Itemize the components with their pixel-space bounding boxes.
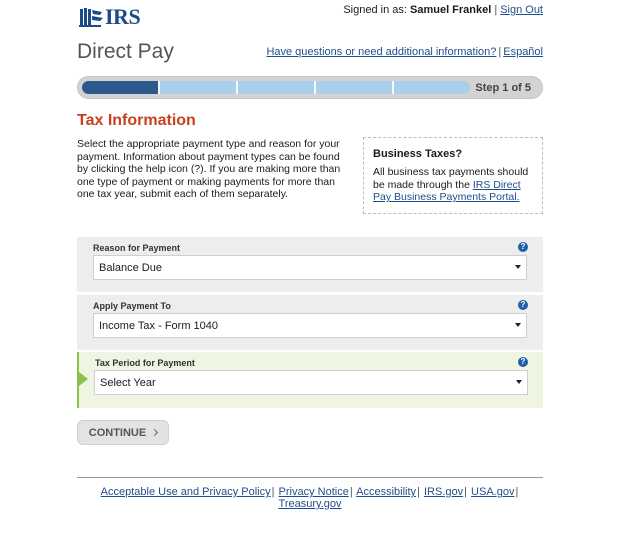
dropdown-caret-icon — [516, 380, 522, 384]
active-field-arrow-icon — [79, 372, 88, 386]
eagle-icon — [78, 6, 104, 28]
help-links: Have questions or need additional information? | Español — [266, 46, 543, 58]
tax-period-label: Tax Period for Payment — [95, 358, 195, 368]
apply-payment-to-label: Apply Payment To — [93, 301, 171, 311]
footer-separator: | — [271, 486, 275, 498]
footer-separator: | — [515, 486, 519, 498]
apply-payment-to-field — [77, 295, 543, 350]
business-portal-link[interactable]: IRS Direct Pay Business Payments Portal. — [373, 178, 521, 203]
business-taxes-text: All business tax payments should be made through the — [373, 166, 529, 191]
intro-text: Select the appropriate payment type and reason for your payment. Information about payment types can be found by clicking the help icon (?). If you are making more than one type of payment or making payments for more than one tax year, submit each of them separately. — [77, 138, 341, 200]
footer-separator: | — [417, 486, 420, 498]
progress-segment — [316, 81, 394, 94]
footer-divider — [77, 477, 543, 478]
section-title: Tax Information — [77, 112, 196, 129]
continue-button[interactable] — [77, 420, 169, 445]
footer-link-privacy-notice[interactable]: Privacy Notice — [278, 486, 349, 498]
sign-out-link[interactable]: Sign Out — [500, 4, 543, 16]
tax-period-field — [77, 352, 543, 408]
dropdown-caret-icon — [515, 265, 521, 269]
help-icon[interactable]: ? — [518, 242, 528, 252]
apply-payment-to-value: Income Tax - Form 1040 — [99, 320, 219, 332]
logo-text: IRS — [105, 4, 141, 29]
progress-track — [82, 81, 470, 94]
business-taxes-title: Business Taxes? — [373, 148, 463, 160]
footer-separator: | — [464, 486, 467, 498]
business-taxes-body — [373, 166, 533, 204]
espanol-link[interactable]: Español — [503, 46, 543, 58]
apply-payment-to-select[interactable] — [93, 313, 527, 338]
help-info-link[interactable]: Have questions or need additional information? — [266, 46, 497, 58]
reason-for-payment-select[interactable] — [93, 255, 527, 280]
continue-label: CONTINUE — [88, 426, 147, 439]
tax-period-value: Select Year — [100, 377, 156, 389]
footer-link-usa-gov[interactable]: USA.gov — [471, 486, 515, 498]
dropdown-caret-icon — [515, 323, 521, 327]
signed-in-label: Signed in as: — [343, 4, 407, 16]
footer-link-irs-gov[interactable]: IRS.gov — [423, 486, 464, 498]
footer-separator: | — [349, 486, 353, 498]
reason-for-payment-field — [77, 237, 543, 292]
irs-logo[interactable] — [78, 6, 148, 28]
reason-for-payment-label: Reason for Payment — [93, 243, 181, 253]
progress-segment — [82, 81, 160, 94]
footer-links — [77, 486, 543, 510]
help-icon[interactable]: ? — [518, 300, 528, 310]
reason-for-payment-value: Balance Due — [99, 262, 162, 274]
business-taxes-box — [363, 137, 543, 214]
progress-segment — [238, 81, 316, 94]
progress-segment — [160, 81, 238, 94]
footer-link-accessibility[interactable]: Accessibility — [356, 486, 417, 498]
progress-bar — [77, 76, 543, 99]
app-title: Direct Pay — [77, 40, 174, 63]
step-label: Step 1 of 5 — [475, 82, 531, 94]
footer-link-treasury-gov[interactable]: Treasury.gov — [278, 498, 342, 510]
progress-segment — [394, 81, 470, 94]
user-name: Samuel Frankel — [410, 4, 492, 16]
tax-period-select[interactable] — [94, 370, 528, 395]
signed-in-status: Signed in as: Samuel Frankel | Sign Out — [343, 4, 543, 16]
chevron-right-icon — [151, 429, 158, 436]
help-icon[interactable]: ? — [518, 357, 528, 367]
footer-link-privacy-policy[interactable]: Acceptable Use and Privacy Policy — [100, 486, 271, 498]
